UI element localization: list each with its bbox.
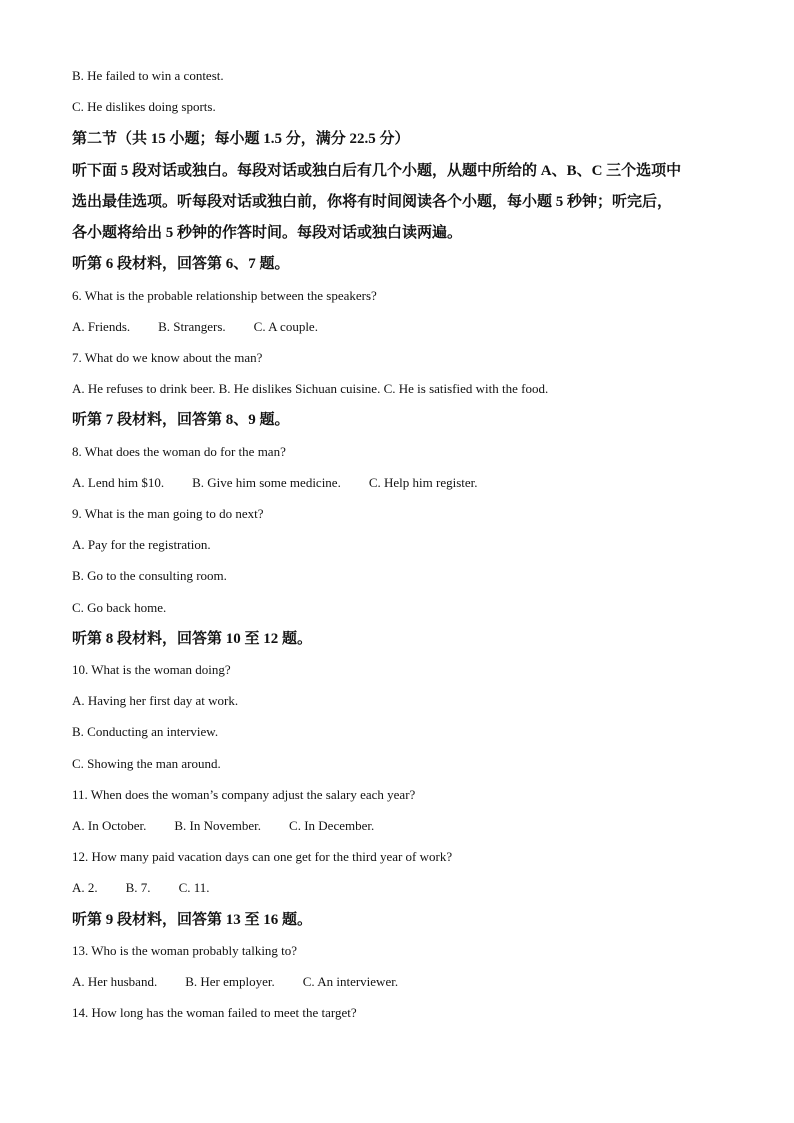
material-7-heading: 听第 7 段材料，回答第 8、9 题。 xyxy=(72,412,290,428)
question-7: 7. What do we know about the man? xyxy=(72,350,263,365)
section-heading: 第二节（共 15 小题；每小题 1.5 分，满分 22.5 分） xyxy=(72,131,410,147)
question-6: 6. What is the probable relationship between the speakers? xyxy=(72,288,377,303)
option-12c: C. 11. xyxy=(178,880,210,895)
option-10c: C. Showing the man around. xyxy=(72,756,221,771)
option-5c: C. He dislikes doing sports. xyxy=(72,99,216,114)
instructions-line-3: 各小题将给出 5 秒钟的作答时间。每段对话或独白读两遍。 xyxy=(72,225,463,241)
option-12b: B. 7. xyxy=(125,880,151,895)
question-12-options xyxy=(72,880,210,896)
option-8a: A. Lend him $10. xyxy=(72,475,165,490)
option-6c: C. A couple. xyxy=(253,319,318,334)
question-6-options xyxy=(72,319,318,335)
option-13b: B. Her employer. xyxy=(185,974,275,989)
option-6a: A. Friends. xyxy=(72,319,131,334)
question-11-options xyxy=(72,818,374,834)
option-12a: A. 2. xyxy=(72,880,98,895)
option-5b: B. He failed to win a contest. xyxy=(72,68,224,83)
material-6-heading: 听第 6 段材料，回答第 6、7 题。 xyxy=(72,256,290,272)
option-10b: B. Conducting an interview. xyxy=(72,724,219,739)
question-9: 9. What is the man going to do next? xyxy=(72,506,264,521)
option-11b: B. In November. xyxy=(174,818,262,833)
question-8-options xyxy=(72,475,478,491)
instructions-line-1: 听下面 5 段对话或独白。每段对话或独白后有几个小题，从题中所给的 A、B、C 三个选项中 xyxy=(72,163,682,179)
question-10: 10. What is the woman doing? xyxy=(72,662,231,677)
question-14: 14. How long has the woman failed to meet the target? xyxy=(72,1005,357,1020)
question-13: 13. Who is the woman probably talking to? xyxy=(72,943,298,958)
option-6b: B. Strangers. xyxy=(158,319,226,334)
question-13-options xyxy=(72,974,398,990)
option-11a: A. In October. xyxy=(72,818,147,833)
question-11: 11. When does the woman’s company adjust the salary each year? xyxy=(72,787,416,802)
instructions-line-2: 选出最佳选项。听每段对话或独白前，你将有时间阅读各个小题，每小题 5 秒钟；听完后， xyxy=(72,194,673,210)
material-8-heading: 听第 8 段材料，回答第 10 至 12 题。 xyxy=(72,631,313,647)
option-10a: A. Having her first day at work. xyxy=(72,693,239,708)
option-9b: B. Go to the consulting room. xyxy=(72,568,227,583)
question-12: 12. How many paid vacation days can one get for the third year of work? xyxy=(72,849,453,864)
material-9-heading: 听第 9 段材料，回答第 13 至 16 题。 xyxy=(72,912,313,928)
option-8c: C. Help him register. xyxy=(368,475,478,490)
option-9c: C. Go back home. xyxy=(72,600,167,615)
option-11c: C. In December. xyxy=(289,818,375,833)
question-7-options: A. He refuses to drink beer. B. He dislikes Sichuan cuisine. C. He is satisfied with the food. xyxy=(72,381,549,396)
option-13a: A. Her husband. xyxy=(72,974,158,989)
option-8b: B. Give him some medicine. xyxy=(192,475,341,490)
option-9a: A. Pay for the registration. xyxy=(72,537,211,552)
option-13c: C. An interviewer. xyxy=(302,974,399,989)
question-8: 8. What does the woman do for the man? xyxy=(72,444,286,459)
